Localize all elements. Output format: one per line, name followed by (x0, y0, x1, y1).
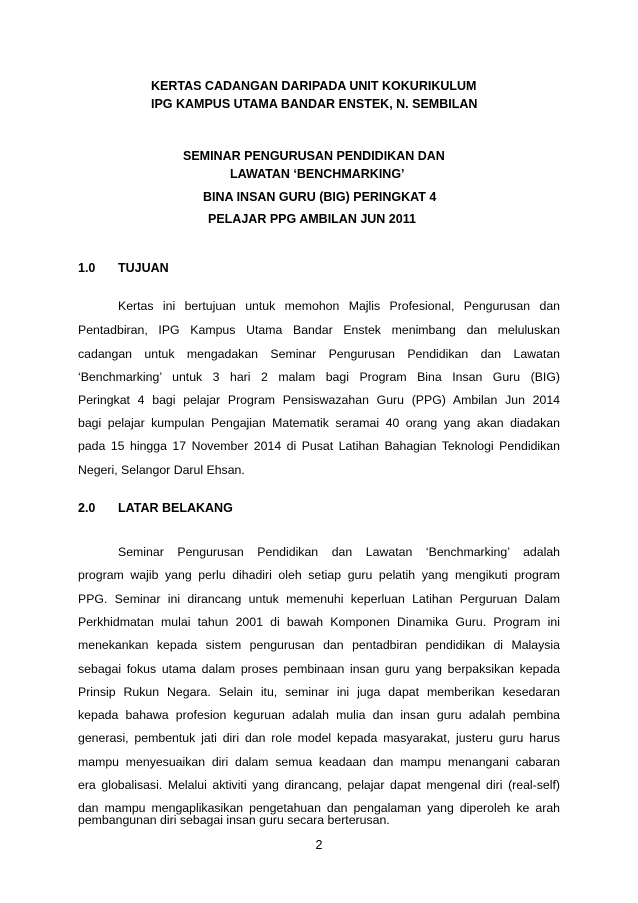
section-2-paragraph-line: Prinsip Rukun Negara. Selain itu, seminar ini juga dapat memberikan kesedaran (78, 685, 560, 699)
header-title-line-4: LAWATAN ‘BENCHMARKING’ (230, 167, 405, 181)
section-2-paragraph-line: dan mampu mengaplikasikan pengetahuan dan pengalaman yang diperoleh ke arah (78, 801, 560, 815)
header-title-line-5: BINA INSAN GURU (BIG) PERINGKAT 4 (203, 190, 437, 204)
header-title-line-3: SEMINAR PENGURUSAN PENDIDIKAN DAN (183, 149, 445, 163)
section-2-paragraph-line: generasi, pembentuk jati diri dan role model kepada masyarakat, justeru guru harus (78, 731, 560, 745)
section-2-paragraph-line: program wajib yang perlu dihadiri oleh setiap guru pelatih yang mengikuti program (78, 568, 560, 582)
section-2-paragraph-line: sebagai fokus utama dalam proses pembinaan insan guru yang berpaksikan kepada (78, 662, 560, 676)
section-1-paragraph-line: pada 15 hingga 17 November 2014 di Pusat Latihan Bahagian Teknologi Pendidikan (78, 439, 560, 453)
section-2-paragraph-line: PPG. Seminar ini dirancang untuk memenuhi keperluan Latihan Perguruan Dalam (78, 592, 560, 606)
header-title-line-6: PELAJAR PPG AMBILAN JUN 2011 (208, 212, 416, 226)
section-1-paragraph-line: cadangan untuk mengadakan Seminar Pengurusan Pendidikan dan Lawatan (78, 347, 560, 361)
section-2-paragraph-line: Seminar Pengurusan Pendidikan dan Lawatan ‘Benchmarking’ adalah (118, 545, 560, 559)
section-2-title: LATAR BELAKANG (118, 501, 233, 515)
section-1-title: TUJUAN (118, 261, 169, 275)
section-2-paragraph-line: menekankan kepada sistem pengurusan dan pentadbiran pendidikan di Malaysia (78, 638, 560, 652)
section-1-number: 1.0 (78, 261, 96, 275)
section-2-paragraph-line: mampu menyesuaikan diri dalam semua keadaan dan mampu menangani cabaran (78, 755, 560, 769)
section-1-paragraph-line: Negeri, Selangor Darul Ehsan. (78, 463, 245, 477)
section-2-paragraph-line: kepada bahawa profesion keguruan adalah mulia dan insan guru adalah pembina (78, 708, 560, 722)
header-title-line-1: KERTAS CADANGAN DARIPADA UNIT KOKURIKULUM (151, 79, 477, 93)
section-1-paragraph-line: Peringkat 4 bagi pelajar Program Pensiswazahan Guru (PPG) Ambilan Jun 2014 (78, 393, 560, 407)
section-2-paragraph-line: Perkhidmatan mulai tahun 2001 di bawah Komponen Dinamika Guru. Program ini (78, 615, 560, 629)
section-2-number: 2.0 (78, 501, 96, 515)
header-title-line-2: IPG KAMPUS UTAMA BANDAR ENSTEK, N. SEMBILAN (151, 97, 478, 111)
section-2-paragraph-line: pembangunan diri sebagai insan guru secara berterusan. (78, 813, 390, 827)
section-1-paragraph-line: bagi pelajar kumpulan Pengajian Matematik seramai 40 orang yang akan diadakan (78, 416, 560, 430)
section-1-paragraph-line: Kertas ini bertujuan untuk memohon Majlis Profesional, Pengurusan dan (118, 299, 560, 313)
page-number: 2 (315, 838, 323, 852)
section-1-paragraph-line: ‘Benchmarking’ untuk 3 hari 2 malam bagi Program Bina Insan Guru (BIG) (78, 370, 560, 384)
section-2-paragraph-line: era globalisasi. Melalui aktiviti yang dirancang, pelajar dapat mengenal diri (real-self) (78, 778, 560, 792)
section-1-paragraph-line: Pentadbiran, IPG Kampus Utama Bandar Enstek menimbang dan meluluskan (78, 323, 560, 337)
